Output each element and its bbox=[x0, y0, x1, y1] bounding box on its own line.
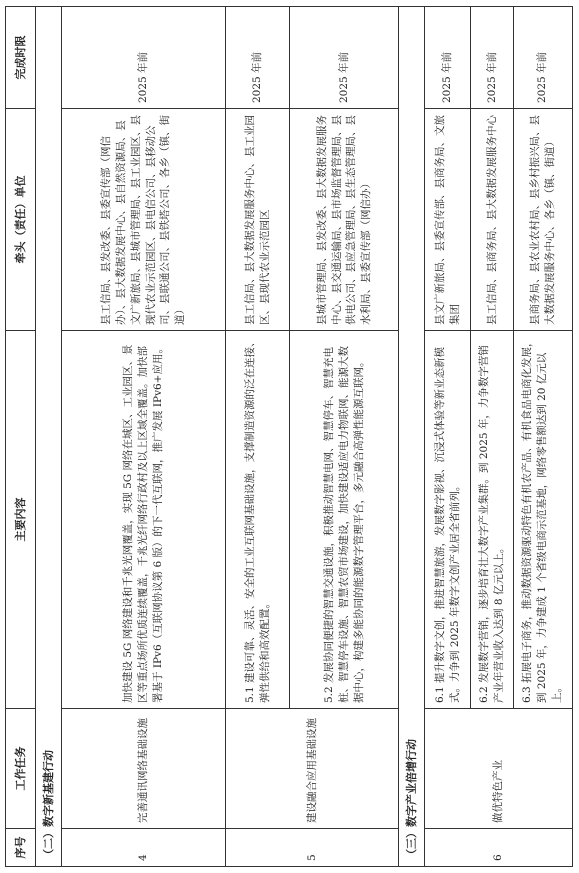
section-title: （二）数字新基建行动 bbox=[36, 7, 62, 867]
section-row bbox=[36, 7, 62, 867]
content-cell: 6.2 发展数字营销，逐步培育壮大数字产业集群。到 2025 年，力争数字营销产业年营业收入达到 8 亿元以上。 bbox=[471, 331, 513, 709]
work-plan-table bbox=[5, 6, 573, 867]
task-title: 建设融合应用基础设施 bbox=[226, 709, 399, 829]
deadline-cell: 2025 年前 bbox=[226, 7, 290, 109]
deadline-cell: 2025 年前 bbox=[513, 7, 572, 109]
header-content: 主要内容 bbox=[6, 331, 36, 709]
deadline-cell: 2025 年前 bbox=[290, 7, 399, 109]
table-row bbox=[226, 7, 290, 867]
task-title: 做优特色产业 bbox=[425, 709, 573, 829]
header-lead-unit: 牵头（责任）单位 bbox=[6, 109, 36, 331]
deadline-cell: 2025 年前 bbox=[471, 7, 513, 109]
lead-unit-cell: 县工信局、县商务局、县大数据发展服务中心 bbox=[471, 109, 513, 331]
header-num: 序号 bbox=[6, 829, 36, 867]
task-number: 4 bbox=[61, 829, 225, 867]
deadline-cell: 2025 年前 bbox=[425, 7, 471, 109]
section-row bbox=[399, 7, 425, 867]
table-row bbox=[61, 7, 225, 867]
task-number: 5 bbox=[226, 829, 399, 867]
task-title: 完善通讯网络基础设施 bbox=[61, 709, 225, 829]
lead-unit-cell: 县文广新旅局、县委宣传部、县商务局、文旅集团 bbox=[425, 109, 471, 331]
deadline-cell: 2025 年前 bbox=[61, 7, 225, 109]
header-task: 工作任务 bbox=[6, 709, 36, 829]
lead-unit-cell: 县工信局、县大数据发展服务中心、县工业园区、县现代农业示范园区 bbox=[226, 109, 290, 331]
task-number: 6 bbox=[425, 829, 573, 867]
section-title: （三）数字产业倍增行动 bbox=[399, 7, 425, 867]
lead-unit-cell: 县工信局、县发改委、县委宣传部（网信办）、县大数据发展中心、县自然资源局、县文广新旅局、县城市管理局、县工业园区、县现代农业示范园区、县电信公司、县移动公司、县联通公司、县铁塔公司、各乡（镇、街道） bbox=[61, 109, 225, 331]
content-cell: 6.3 拓展电子商务，推动数据资源驱动特色有机农产品、有机食品电商化发展，到 2025 年，力争建成 1 个省级电商示范基地，网络零售额达到 20 亿元以上。 bbox=[513, 331, 572, 709]
content-cell: 6.1 提升数字文创，推进智慧旅游，发展数字影视、沉浸式体验等新业态新模式。力争到 2025 年数字文创产业居全省前列。 bbox=[425, 331, 471, 709]
header-deadline: 完成时限 bbox=[6, 7, 36, 109]
table-row bbox=[425, 7, 471, 867]
content-cell: 5.1 建设可靠、灵活、安全的工业互联网基础设施，支撑制造资源的泛在连接、弹性供给和高效配置。 bbox=[226, 331, 290, 709]
lead-unit-cell: 县商务局、县农业农村局、县乡村振兴局、县大数据发展服务中心、各乡（镇、街道） bbox=[513, 109, 572, 331]
content-cell: 加快建设 5G 网络建设和千兆光网覆盖，实现 5G 网络在城区、工业园区、景区等重点场所优质连续覆盖，千兆光纤网络行政村及以上区域全覆盖。加快部署基于 IPv6（互联网协议第 6 版）的下一代互联网，推广发展 IPv6+应用。 bbox=[61, 331, 225, 709]
lead-unit-cell: 县城市管理局、县发改委、县大数据发展服务中心、县交通运输局、县市场监督管理局、县供电公司、县应急管理局、县生态管理局、县水利局、县委宣传部（网信办） bbox=[290, 109, 399, 331]
content-cell: 5.2 发展协同便捷的智慧交通设施，积极推动智慧电网、智慧停车、智慧充电桩、智慧停车设施、智慧农贸市场建设，加快建设适应电力物联网、能源大数据中心，构建多能协同的能源数字管理平台，多元融合高弹性能源互联网。 bbox=[290, 331, 399, 709]
header-row bbox=[6, 7, 36, 867]
